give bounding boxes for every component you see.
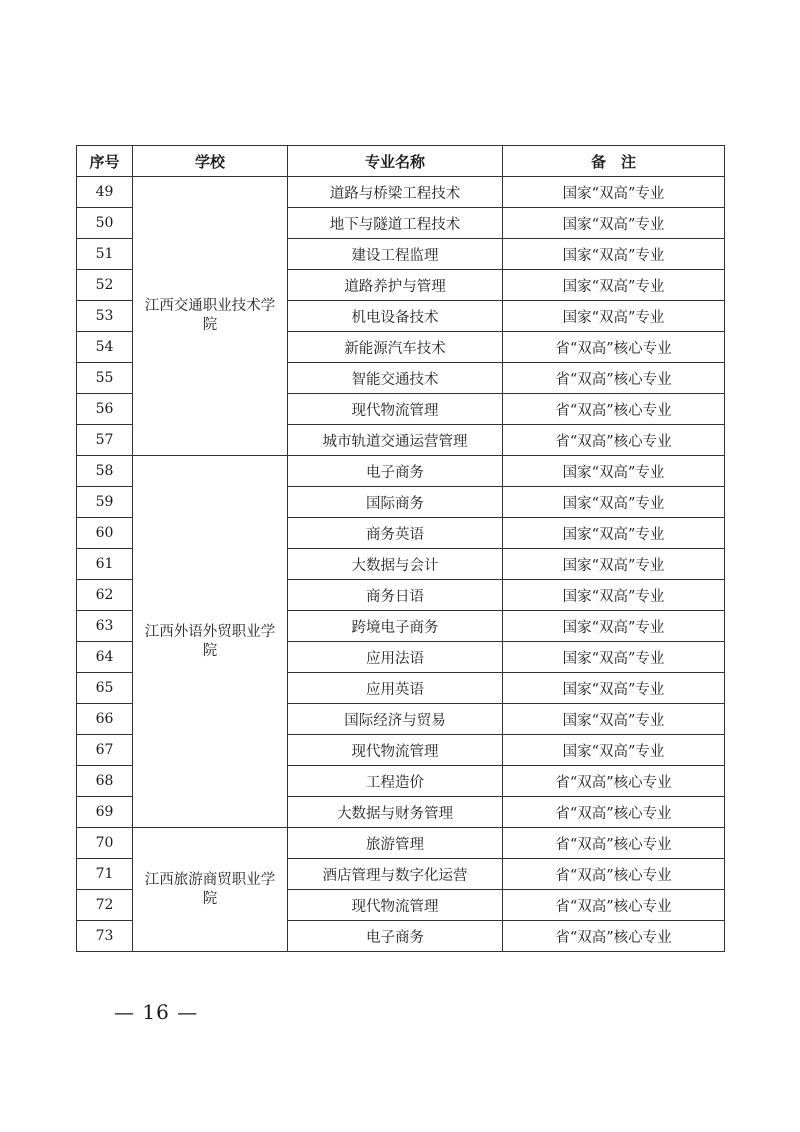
row-index: 57	[77, 425, 133, 456]
major-name: 机电设备技术	[288, 301, 503, 332]
remark: 国家“双高”专业	[503, 270, 725, 301]
page-number: — 16 —	[114, 1000, 199, 1024]
row-index: 50	[77, 208, 133, 239]
table-body	[77, 177, 725, 952]
row-index: 55	[77, 363, 133, 394]
row-index: 59	[77, 487, 133, 518]
row-index: 71	[77, 859, 133, 890]
table-header-row	[77, 146, 725, 177]
remark: 国家“双高”专业	[503, 487, 725, 518]
major-name: 智能交通技术	[288, 363, 503, 394]
table-row	[77, 177, 725, 208]
major-name: 酒店管理与数字化运营	[288, 859, 503, 890]
remark: 国家“双高”专业	[503, 611, 725, 642]
header-index: 序号	[77, 146, 133, 177]
row-index: 68	[77, 766, 133, 797]
remark: 省“双高”核心专业	[503, 921, 725, 952]
row-index: 51	[77, 239, 133, 270]
row-index: 62	[77, 580, 133, 611]
major-name: 道路与桥梁工程技术	[288, 177, 503, 208]
major-name: 工程造价	[288, 766, 503, 797]
major-name: 建设工程监理	[288, 239, 503, 270]
header-school: 学校	[133, 146, 288, 177]
major-name: 大数据与财务管理	[288, 797, 503, 828]
remark: 国家“双高”专业	[503, 177, 725, 208]
row-index: 64	[77, 642, 133, 673]
row-index: 66	[77, 704, 133, 735]
row-index: 52	[77, 270, 133, 301]
majors-table	[76, 145, 725, 952]
row-index: 56	[77, 394, 133, 425]
major-name: 国际商务	[288, 487, 503, 518]
remark: 国家“双高”专业	[503, 735, 725, 766]
major-name: 跨境电子商务	[288, 611, 503, 642]
major-name: 地下与隧道工程技术	[288, 208, 503, 239]
remark: 省“双高”核心专业	[503, 828, 725, 859]
remark: 省“双高”核心专业	[503, 394, 725, 425]
remark: 国家“双高”专业	[503, 518, 725, 549]
remark: 国家“双高”专业	[503, 456, 725, 487]
table-row	[77, 828, 725, 859]
major-name: 现代物流管理	[288, 394, 503, 425]
row-index: 49	[77, 177, 133, 208]
major-name: 现代物流管理	[288, 735, 503, 766]
major-name: 电子商务	[288, 456, 503, 487]
row-index: 53	[77, 301, 133, 332]
major-name: 旅游管理	[288, 828, 503, 859]
major-name: 电子商务	[288, 921, 503, 952]
remark: 省“双高”核心专业	[503, 890, 725, 921]
remark: 省“双高”核心专业	[503, 766, 725, 797]
row-index: 72	[77, 890, 133, 921]
row-index: 63	[77, 611, 133, 642]
remark: 国家“双高”专业	[503, 642, 725, 673]
row-index: 70	[77, 828, 133, 859]
row-index: 67	[77, 735, 133, 766]
row-index: 65	[77, 673, 133, 704]
school-name: 江西外语外贸职业学院	[133, 456, 288, 828]
major-name: 商务英语	[288, 518, 503, 549]
row-index: 54	[77, 332, 133, 363]
major-name: 国际经济与贸易	[288, 704, 503, 735]
major-name: 大数据与会计	[288, 549, 503, 580]
school-name: 江西旅游商贸职业学院	[133, 828, 288, 952]
header-note: 备 注	[503, 146, 725, 177]
remark: 国家“双高”专业	[503, 580, 725, 611]
remark: 省“双高”核心专业	[503, 797, 725, 828]
major-name: 商务日语	[288, 580, 503, 611]
row-index: 69	[77, 797, 133, 828]
major-name: 城市轨道交通运营管理	[288, 425, 503, 456]
remark: 省“双高”核心专业	[503, 363, 725, 394]
remark: 省“双高”核心专业	[503, 859, 725, 890]
remark: 国家“双高”专业	[503, 549, 725, 580]
major-name: 应用法语	[288, 642, 503, 673]
remark: 国家“双高”专业	[503, 301, 725, 332]
row-index: 61	[77, 549, 133, 580]
school-name: 江西交通职业技术学院	[133, 177, 288, 456]
remark: 国家“双高”专业	[503, 208, 725, 239]
row-index: 60	[77, 518, 133, 549]
header-major: 专业名称	[288, 146, 503, 177]
remark: 省“双高”核心专业	[503, 425, 725, 456]
row-index: 73	[77, 921, 133, 952]
major-name: 新能源汽车技术	[288, 332, 503, 363]
remark: 省“双高”核心专业	[503, 332, 725, 363]
major-name: 应用英语	[288, 673, 503, 704]
major-name: 道路养护与管理	[288, 270, 503, 301]
remark: 国家“双高”专业	[503, 704, 725, 735]
remark: 国家“双高”专业	[503, 239, 725, 270]
table-row	[77, 456, 725, 487]
remark: 国家“双高”专业	[503, 673, 725, 704]
row-index: 58	[77, 456, 133, 487]
major-name: 现代物流管理	[288, 890, 503, 921]
